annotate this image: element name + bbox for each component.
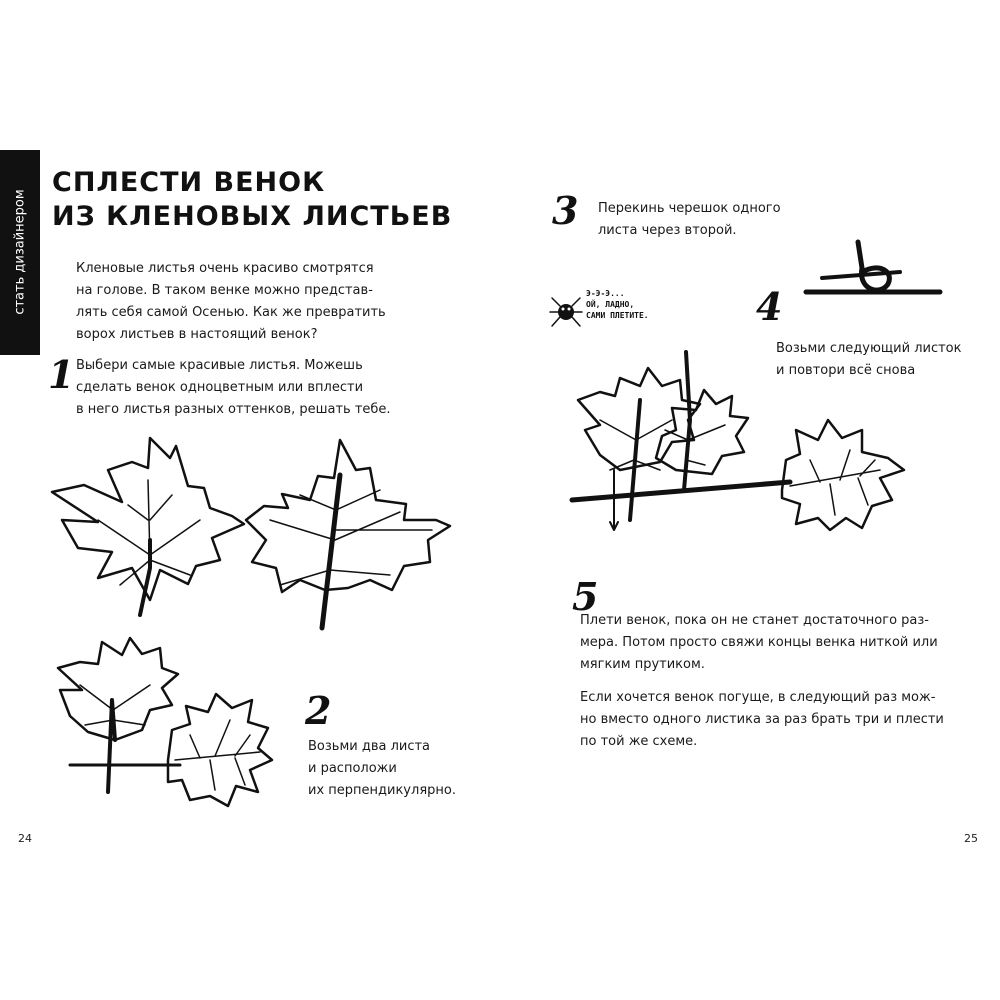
step-3-number: 3 — [552, 188, 579, 233]
spider-note: Э-Э-Э... ОЙ, ЛАДНО, САМИ ПЛЕТИТЕ. — [586, 289, 649, 320]
step-5-text: Плети венок, пока он не станет достаточного раз- мера. Потом просто свяжи концы венка ниткой или мягким прутиком. — [580, 613, 938, 672]
step-4-text: Возьми следующий листок и повтори всё снова — [776, 341, 962, 378]
step-2-number: 2 — [305, 688, 332, 733]
side-tab-label: стать дизайнером — [12, 189, 28, 315]
page-number-left: 24 — [18, 832, 32, 845]
step-2-text: Возьми два листа и расположи их перпендикулярно. — [308, 739, 456, 798]
step-4-number: 4 — [756, 284, 783, 329]
title-line-2: ИЗ КЛЕНОВЫХ ЛИСТЬЕВ — [52, 201, 453, 232]
step-3-text: Перекинь черешок одного листа через второй. — [598, 201, 781, 238]
step-1-number: 1 — [48, 352, 75, 397]
weave-leaf-3 — [782, 420, 904, 530]
page-number-right: 25 — [964, 832, 978, 845]
title-line-1: СПЛЕСТИ ВЕНОК — [52, 167, 326, 198]
step-5-number: 5 — [572, 574, 599, 619]
step-1-text: Выбери самые красивые листья. Можешь сделать венок одноцветным или вплести в него листья разных оттенков, решать тебе. — [76, 358, 391, 417]
step-5-extra-text: Если хочется венок погуще, в следующий раз мож- но вместо одного листика за раз брать три и плести по той же схеме. — [580, 690, 944, 749]
intro-text: Кленовые листья очень красиво смотрятся на голове. В таком венке можно представ- лять себя самой Осенью. Как же превратить ворох листьев в настоящий венок? — [76, 261, 386, 342]
